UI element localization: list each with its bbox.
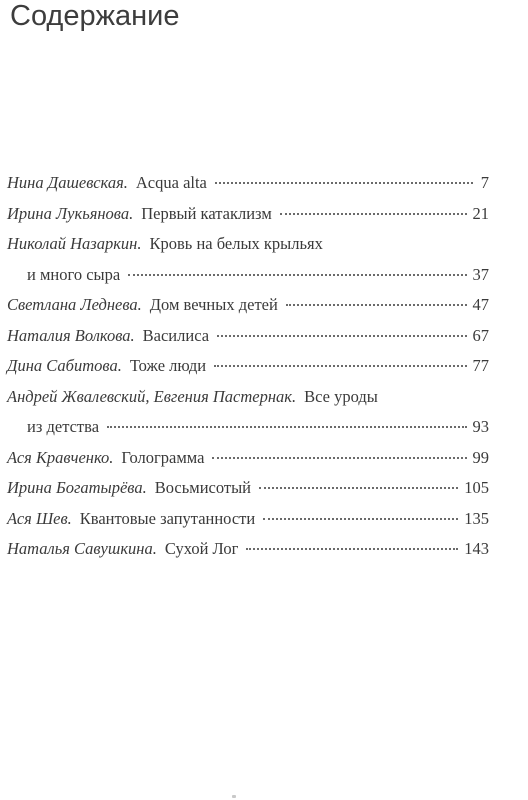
dot-leader [280,212,467,215]
toc-title: Первый катаклизм [141,203,272,223]
toc-author: Ася Шев. [7,508,72,528]
dot-leader [212,456,466,459]
toc-entry[interactable] [7,473,489,504]
toc-entry[interactable] [7,229,489,290]
dot-leader [217,334,466,337]
toc-page-number: 67 [472,325,489,345]
toc-author: Дина Сабитова. [7,356,122,375]
toc-author: Нина Дашевская. [7,173,128,192]
toc-author: Ася Кравченко. [7,447,114,467]
toc-title: Василиса [142,325,210,345]
toc-author: Светлана Леднева. [7,295,142,314]
toc-author: Ирина Лукьянова. [7,203,134,223]
toc-author: Андрей Жвалевский, Евгения Пастернак. [7,386,297,406]
toc-page-number: 143 [464,539,489,558]
toc-page-number: 7 [480,173,489,192]
toc-entry[interactable] [7,321,489,352]
toc-author: Наталия Волкова. [7,325,135,345]
toc-entry[interactable] [7,382,489,443]
dot-leader [215,181,473,184]
toc-entry[interactable] [7,290,489,321]
page-mark [232,795,236,798]
toc-title: Все уроды [304,386,378,406]
toc-page-number: 105 [464,478,489,497]
toc-page-number: 37 [472,264,489,284]
dot-leader [107,425,466,428]
toc-author: Ирина Богатырёва. [7,478,147,497]
toc-page-number: 47 [472,295,489,314]
toc-title: Голограмма [121,447,205,467]
toc-entry[interactable] [7,534,489,565]
toc-author: Николай Назаркин. [7,234,142,253]
dot-leader [263,517,458,520]
toc-entry[interactable] [7,168,489,199]
dot-leader [128,273,466,276]
toc-title: Квантовые запутанности [79,508,256,528]
toc-page-number: 135 [464,508,489,528]
toc-title: Дом вечных детей [149,295,278,314]
toc-page-number: 99 [472,447,489,467]
toc-entry[interactable] [7,443,489,474]
toc-title: Кровь на белых крыльях [149,234,323,253]
dot-leader [259,486,458,489]
toc-entry[interactable] [7,351,489,382]
toc-page-number: 21 [472,203,489,223]
dot-leader [286,303,467,306]
toc-entry[interactable] [7,199,489,230]
toc-title: Тоже люди [129,356,207,375]
toc-author: Наталья Савушкина. [7,539,157,558]
toc-title: Acqua alta [135,173,207,192]
toc-entry[interactable] [7,504,489,535]
page-title: Содержание [10,0,180,32]
dot-leader [214,364,466,367]
dot-leader [246,547,458,550]
toc-title-continuation: из детства [27,417,100,436]
toc-page-number: 77 [472,356,489,375]
toc-title: Сухой Лог [164,539,239,558]
toc-title: Восьмисотый [154,478,252,497]
toc-title-continuation: и много сыра [27,264,121,284]
toc-page-number: 93 [472,417,489,436]
table-of-contents [7,168,489,565]
